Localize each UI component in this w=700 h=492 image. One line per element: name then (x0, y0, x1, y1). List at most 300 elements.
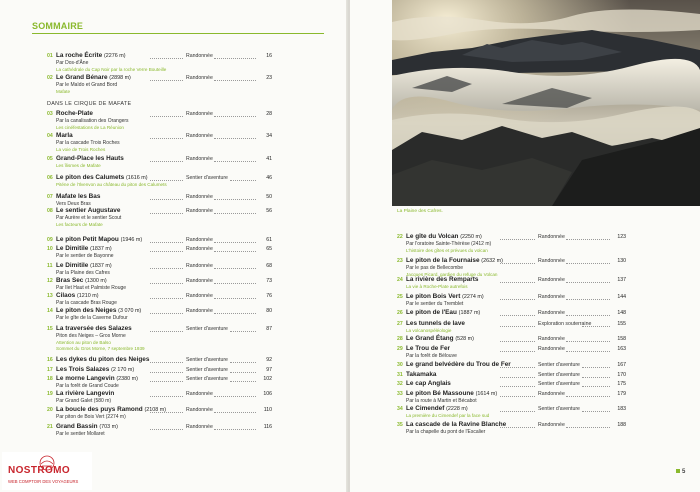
dot-leader (150, 396, 183, 397)
entry-title (56, 236, 142, 243)
entry-category: Sentier d'aventure (186, 357, 228, 363)
entry-title-text: Le piton de la Fournaise (406, 257, 480, 264)
entry-category: Sentier d'aventure (186, 175, 228, 181)
heading-rule (32, 33, 324, 34)
entry-number: 16 (47, 357, 53, 363)
entry-number: 25 (397, 294, 403, 300)
entry-route: Par le sentier de Bayonne (56, 253, 114, 259)
entry-title-text: Le Cimendef (406, 405, 445, 412)
entry-route: Par la cascade Trois Roches (56, 140, 120, 146)
entry-title-text: Le piton des Calumets (56, 174, 125, 181)
entry-category: Randonnée (538, 234, 565, 240)
dot-leader (150, 412, 183, 413)
entry-category: Randonnée (186, 237, 213, 243)
logo-tagline: WEB COMPTOIR DES VOYAGEURS (8, 479, 79, 484)
dot-leader (150, 80, 183, 81)
dot-leader (214, 396, 256, 397)
entry-category: Randonnée (538, 336, 565, 342)
entry-page: 87 (266, 326, 272, 332)
dot-leader (150, 58, 183, 59)
entry-sidebar-note: L'histoire des gîtes et prévues du volcan (406, 247, 488, 253)
entry-title (56, 262, 112, 269)
entry-route: Par la chapelle du pont de l'Escalier (406, 429, 486, 435)
entry-route: Par le sentier Mollaret (56, 431, 105, 437)
entry-title (406, 320, 465, 327)
entry-title (406, 345, 450, 352)
dot-leader (582, 411, 610, 412)
entry-title-text: Le piton Bé Massoune (406, 390, 474, 397)
dot-leader (500, 282, 535, 283)
contents-heading: SOMMAIRE (32, 21, 84, 31)
dot-leader (582, 377, 610, 378)
entry-category: Randonnée (186, 53, 213, 59)
dot-leader (566, 396, 610, 397)
dot-leader (150, 298, 183, 299)
entry-page: 61 (266, 237, 272, 243)
entry-title-text: Le piton des Neiges (56, 307, 117, 314)
entry-number: 02 (47, 75, 53, 81)
entry-title (56, 110, 93, 117)
entry-number: 23 (397, 258, 403, 264)
entry-altitude: (3 070 m) (118, 308, 142, 314)
entry-title-text: Cilaos (56, 292, 76, 299)
entry-number: 05 (47, 156, 53, 162)
entry-altitude: (2228 m) (446, 406, 468, 412)
entry-route: Par la canalisation des Orangers (56, 118, 129, 124)
dot-leader (500, 299, 535, 300)
entry-title (406, 335, 474, 342)
entry-category: Randonnée (186, 407, 213, 413)
dot-leader (214, 161, 256, 162)
entry-title (56, 325, 132, 332)
entry-page: 148 (617, 310, 626, 316)
dot-leader (230, 180, 256, 181)
entry-category: Randonnée (186, 75, 213, 81)
entry-title-text: Le piton Bois Vert (406, 293, 461, 300)
entry-title (56, 207, 120, 214)
entry-title-text: Le morne Langevin (56, 375, 115, 382)
dot-leader (500, 386, 535, 387)
entry-title (56, 292, 99, 299)
entry-title (406, 257, 503, 264)
entry-number: 31 (397, 372, 403, 378)
entry-altitude: (1614 m) (475, 391, 498, 397)
dot-leader (500, 263, 535, 264)
entry-route: Par la cascade Bras Rouge (56, 300, 117, 306)
dot-leader (500, 377, 535, 378)
entry-page: 183 (617, 406, 626, 412)
entry-number: 21 (47, 424, 53, 430)
dot-leader (150, 372, 183, 373)
entry-page: 179 (617, 391, 626, 397)
dot-leader (150, 251, 183, 252)
dot-leader (566, 341, 610, 342)
dot-leader (150, 199, 183, 200)
entry-sidebar-note: La cathédrale du Cap Noir par la roche Verre Bouteille (56, 66, 167, 72)
entry-sidebar-note: Jacques Picard, gardien du refuge du Volcan (406, 271, 498, 277)
entry-number: 20 (47, 407, 53, 413)
entry-page: 46 (266, 175, 272, 181)
entry-route: Par le sentier du Tremblet (406, 301, 464, 307)
dot-leader (214, 412, 256, 413)
entry-altitude: (1837 m) (90, 246, 112, 252)
entry-altitude: (2 170 m) (111, 367, 135, 373)
entry-page: 80 (266, 308, 272, 314)
dot-leader (214, 429, 256, 430)
entry-altitude: (2276 m) (103, 53, 126, 59)
entry-page: 76 (266, 293, 272, 299)
entry-number: 06 (47, 175, 53, 181)
dot-leader (566, 427, 610, 428)
entry-number: 19 (47, 391, 53, 397)
entry-number: 29 (397, 346, 403, 352)
entry-route: Piton des Neiges – Gros Morne (56, 333, 126, 339)
entry-number: 14 (47, 308, 53, 314)
entry-title-text: La boucle des puys Ramond (56, 406, 143, 413)
dot-leader (500, 351, 535, 352)
entry-title-text: Le Trou de Fer (406, 345, 451, 352)
entry-sidebar-note: Mafate (56, 88, 71, 94)
dot-leader (566, 299, 610, 300)
entry-title (56, 52, 126, 59)
dot-leader (150, 268, 183, 269)
entry-number: 11 (47, 263, 53, 269)
entry-altitude: (1837 m) (90, 263, 112, 269)
logo-wordmark: NOSTROMO (8, 465, 71, 476)
entry-altitude: (1300 m) (85, 278, 107, 284)
photo-caption: La Plaine des Cafres. (397, 209, 443, 214)
dot-leader (500, 427, 535, 428)
entry-category: Randonnée (538, 422, 565, 428)
entry-altitude: (2380 m) (116, 376, 138, 382)
left-page (0, 0, 348, 492)
entry-altitude: (2898 m) (109, 75, 131, 81)
dot-leader (582, 367, 610, 368)
entry-altitude: (1887 m) (458, 310, 481, 316)
entry-page: 167 (617, 362, 626, 368)
entry-page: 97 (266, 367, 272, 373)
entry-title-text: La roche Écrite (56, 52, 103, 59)
entry-page: 73 (266, 278, 272, 284)
entry-route: Par la forêt de Bélouve (406, 353, 457, 359)
entry-title-text: Le gîte du Volcan (406, 233, 459, 240)
entry-category: Exploration souterraine (538, 321, 592, 327)
entry-route: Par piton de Bois Vert (2274 m) (56, 414, 126, 420)
dot-leader (150, 180, 183, 181)
entry-altitude: (2250 m) (460, 234, 482, 240)
entry-title-text: La cascade de la Ravine Blanche (406, 421, 507, 428)
dot-leader (500, 396, 535, 397)
entry-number: 04 (47, 133, 53, 139)
entry-page: 16 (266, 53, 272, 59)
dot-leader (214, 213, 256, 214)
entry-number: 26 (397, 310, 403, 316)
dot-leader (500, 341, 535, 342)
entry-sidebar-note: La volcanospéléologie (406, 328, 452, 333)
entry-category: Randonnée (186, 308, 213, 314)
page-number: 5 (676, 469, 685, 475)
entry-title-text: Le Grand Bénare (56, 74, 108, 81)
entry-page: 175 (617, 381, 626, 387)
dot-leader (566, 351, 610, 352)
entry-number: 18 (47, 376, 53, 382)
entry-altitude: (528 m) (455, 336, 474, 342)
entry-title-text: Le Grand Étang (406, 335, 454, 342)
entry-title (406, 371, 436, 378)
entry-route: Par Aurère et le sentier Scout (56, 215, 122, 221)
entry-category: Randonnée (186, 111, 213, 117)
entry-number: 08 (47, 208, 53, 214)
entry-title (56, 366, 134, 373)
entry-sidebar-note: Les îlismes de Mafate (56, 163, 101, 168)
entry-title-text: Grand-Place les Hauts (56, 155, 124, 162)
entry-number: 15 (47, 326, 53, 332)
dot-leader (214, 283, 256, 284)
entry-number: 09 (47, 237, 53, 243)
entry-sidebar-note: La première du Cimendef par la face sud (406, 413, 490, 418)
dot-leader (214, 298, 256, 299)
entry-altitude: (1616 m) (125, 175, 148, 181)
entry-number: 03 (47, 111, 53, 117)
entry-page: 110 (263, 407, 272, 413)
entry-title (56, 423, 118, 430)
dot-leader (230, 331, 256, 332)
dot-leader (150, 313, 183, 314)
entry-page: 130 (617, 258, 626, 264)
entry-title (56, 132, 73, 139)
entry-category: Randonnée (186, 194, 213, 200)
entry-category: Randonnée (186, 246, 213, 252)
entry-altitude: (1210 m) (76, 293, 99, 299)
entry-number: 28 (397, 336, 403, 342)
entry-category: Randonnée (538, 258, 565, 264)
entry-title-text: Les tunnels de lave (406, 320, 465, 327)
entry-route: Par l'oratoire Sainte-Thérèse (2412 m) (406, 241, 492, 247)
entry-number: 22 (397, 234, 403, 240)
entry-number: 24 (397, 277, 403, 283)
entry-page: 188 (617, 422, 626, 428)
entry-title (406, 276, 478, 283)
dot-leader (150, 138, 183, 139)
entry-page: 50 (266, 194, 272, 200)
entry-sidebar-note: Les facteurs de Mafate (56, 221, 103, 227)
entry-category: Randonnée (186, 263, 213, 269)
dot-leader (566, 282, 610, 283)
dot-leader (214, 313, 256, 314)
entry-title-text: Grand Bassin (56, 423, 98, 430)
dot-leader (150, 161, 183, 162)
entry-page: 158 (617, 336, 626, 342)
entry-title-text: Roche-Plate (56, 110, 93, 117)
dot-leader (214, 199, 256, 200)
entry-title (56, 245, 112, 252)
entry-category: Randonnée (538, 346, 565, 352)
entry-altitude: (2274 m) (462, 294, 484, 300)
entry-title (56, 74, 131, 81)
dot-leader (230, 362, 256, 363)
entry-page: 34 (266, 133, 272, 139)
entry-number: 13 (47, 293, 53, 299)
entry-title-text: La traversée des Salazes (56, 325, 132, 332)
entry-title-text: Le piton de l'Eau (406, 309, 457, 316)
dot-leader (150, 331, 183, 332)
entry-number: 12 (47, 278, 53, 284)
entry-category: Randonnée (538, 310, 565, 316)
entry-route: Par la Plaine des Cafres (56, 270, 110, 276)
dot-leader (566, 315, 610, 316)
entry-category: Randonnée (186, 278, 213, 284)
entry-sidebar-note: La voie de Trois Roches (56, 146, 106, 152)
entry-title-text: Le Dimitile (56, 245, 89, 252)
entry-route: Par la forêt de Grand Coude (56, 383, 119, 389)
entry-page: 116 (263, 424, 272, 430)
entry-altitude: (703 m) (99, 424, 118, 430)
entry-category: Randonnée (186, 391, 213, 397)
entry-category: Randonnée (538, 391, 565, 397)
dot-leader (214, 58, 256, 59)
entry-altitude: (1946 m) (120, 237, 143, 243)
entry-category: Sentier d'aventure (538, 362, 580, 368)
dot-leader (566, 263, 610, 264)
entry-route: Par le gîte de la Caverne Dufour (56, 315, 128, 321)
dot-leader (214, 80, 256, 81)
entry-page: 170 (617, 372, 626, 378)
dot-leader (150, 381, 183, 382)
entry-title-text: Le Dimitile (56, 262, 89, 269)
entry-title (406, 233, 482, 240)
entry-title (406, 293, 484, 300)
dot-leader (500, 239, 535, 240)
entry-sidebar-note: Attention au piton de Balso (56, 339, 111, 345)
entry-page: 144 (617, 294, 626, 300)
entry-category: Sentier d'aventure (186, 367, 228, 373)
entry-title-text: Les Trois Salazes (56, 366, 110, 373)
entry-number: 34 (397, 406, 403, 412)
dot-leader (500, 367, 535, 368)
dot-leader (214, 138, 256, 139)
dot-leader (230, 372, 256, 373)
entry-title (406, 380, 451, 387)
entry-route: Par Grand Galet (580 m) (56, 398, 112, 404)
entry-sidebar-note: Les cinéfestations de La Réunion (56, 124, 124, 130)
dot-leader (150, 429, 183, 430)
entry-sidebar-note: La vie à Roche-Plate autrefois (406, 284, 468, 289)
entry-page: 65 (266, 246, 272, 252)
entry-category: Randonnée (186, 293, 213, 299)
entry-number: 10 (47, 246, 53, 252)
entry-number: 01 (47, 53, 53, 59)
entry-number: 27 (397, 321, 403, 327)
dot-leader (150, 213, 183, 214)
right-page (350, 0, 700, 492)
entry-category: Randonnée (538, 294, 565, 300)
entry-title (56, 174, 148, 181)
dot-leader (214, 268, 256, 269)
entry-category: Randonnée (186, 156, 213, 162)
entry-title (406, 421, 506, 428)
entry-title (406, 405, 468, 412)
entry-title (406, 390, 497, 397)
entry-page: 155 (617, 321, 626, 327)
dot-leader (150, 116, 183, 117)
dot-leader (214, 242, 256, 243)
entry-route: Par le pas de Bellecombe (406, 265, 463, 271)
entry-title (406, 361, 511, 368)
entry-page: 28 (266, 111, 272, 117)
entry-page: 137 (617, 277, 626, 283)
entry-category: Sentier d'aventure (538, 406, 580, 412)
dot-leader (150, 283, 183, 284)
entry-title (56, 390, 114, 397)
entry-category: Sentier d'aventure (186, 326, 228, 332)
entry-title-text: Le sentier Augustave (56, 207, 121, 214)
dot-leader (500, 315, 535, 316)
entry-number: 32 (397, 381, 403, 387)
entry-category: Sentier d'aventure (186, 376, 228, 382)
dot-leader (150, 362, 183, 363)
entry-title-text: Le cap Anglais (406, 380, 451, 387)
entry-page: 56 (266, 208, 272, 214)
section-heading: DANS LE CIRQUE DE MAFATE (47, 101, 132, 107)
entry-route: Par la route à Martin et Bécabot (406, 398, 477, 404)
entry-title-text: La rivière Langevin (56, 390, 115, 397)
entry-title-text: Mafate les Bas (56, 193, 101, 200)
landscape-photo (392, 0, 700, 206)
entry-page: 163 (617, 346, 626, 352)
entry-page: 23 (266, 75, 272, 81)
entry-altitude: (2632 m) (481, 258, 503, 264)
entry-title (56, 307, 141, 314)
entry-number: 30 (397, 362, 403, 368)
dot-leader (500, 411, 535, 412)
entry-route: Par le Maïdo et Grand Bord (56, 82, 118, 88)
entry-page: 123 (617, 234, 626, 240)
entry-title-text: Marla (56, 132, 73, 139)
entry-route: Par Ilet Haut et Palmiste Rouge (56, 285, 127, 291)
entry-category: Randonnée (186, 133, 213, 139)
entry-title (56, 155, 124, 162)
entry-page: 106 (263, 391, 272, 397)
dot-leader (582, 326, 610, 327)
entry-title (56, 193, 100, 200)
entry-title (56, 356, 149, 363)
entry-number: 07 (47, 194, 53, 200)
entry-number: 33 (397, 391, 403, 397)
entry-title (406, 309, 480, 316)
entry-sidebar-note: Sommet du Gros Morne, 7 septembre 1939 (56, 345, 145, 351)
entry-sidebar-note: Piténe de l'Ilvenvon au château du piton des Calumets (56, 182, 167, 187)
entry-title-text: La rivière des Remparts (406, 276, 479, 283)
entry-category: Randonnée (538, 277, 565, 283)
entry-category: Sentier d'aventure (538, 372, 580, 378)
entry-title-text: Les dykes du piton des Neiges (56, 356, 150, 363)
entry-page: 41 (266, 156, 272, 162)
entry-page: 68 (266, 263, 272, 269)
entry-category: Sentier d'aventure (538, 381, 580, 387)
entry-title-text: Takamaka (406, 371, 437, 378)
dot-leader (500, 326, 535, 327)
entry-title-text: Bras Sec (56, 277, 84, 284)
entry-page: 102 (263, 376, 272, 382)
entry-altitude: (2108 m) (144, 407, 167, 413)
entry-category: Randonnée (186, 208, 213, 214)
dot-leader (230, 381, 256, 382)
entry-title (56, 277, 107, 284)
entry-route: Vers Deux Bras (56, 201, 91, 207)
entry-category: Randonnée (186, 424, 213, 430)
entry-title-text: Le piton Petit Mapou (56, 236, 119, 243)
folio-square-icon (676, 469, 680, 473)
